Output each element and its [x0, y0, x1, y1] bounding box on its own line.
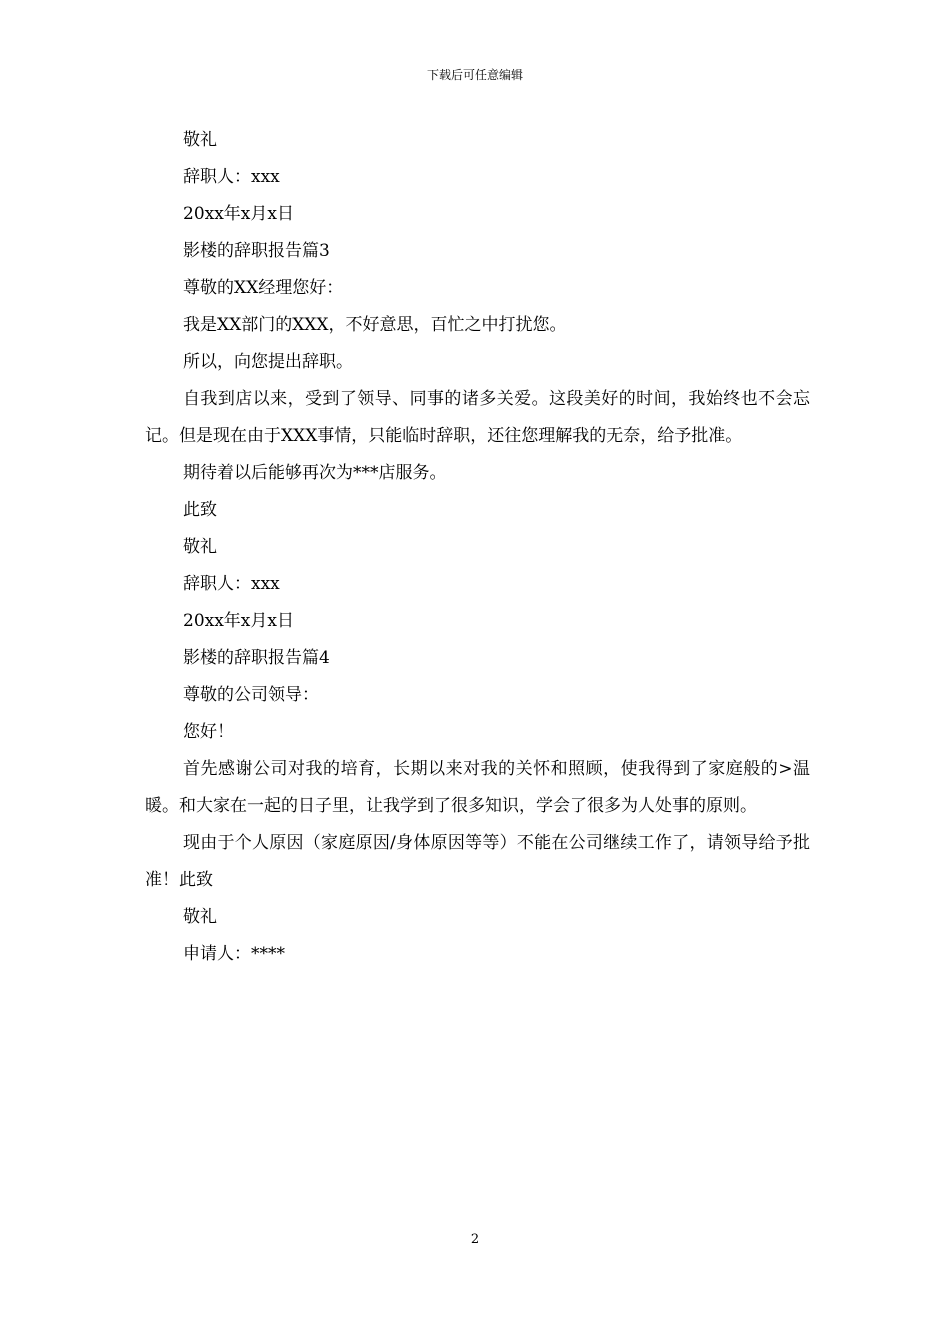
document-body [145, 122, 810, 973]
body-paragraph: 期待着以后能够再次为***店服务。 [183, 463, 447, 483]
greeting: 您好！ [183, 722, 234, 742]
closing-salute: 敬礼 [183, 537, 217, 557]
body-paragraph: 首先感谢公司对我的培育，长期以来对我的关怀和照顾，使我得到了家庭般的>温暖。和大家在一起的日子里，让我学到了很多知识，学会了很多为人处事的原则。 [145, 759, 810, 816]
salutation: 尊敬的XX经理您好： [183, 278, 344, 298]
page-header: 下载后可任意编辑 [426, 68, 523, 82]
page-number: 2 [470, 1232, 480, 1247]
date-line: 20xx年x月x日 [183, 204, 294, 224]
closing-phrase: 此致 [183, 500, 217, 520]
section-title: 影楼的辞职报告篇4 [183, 648, 330, 668]
salutation: 尊敬的公司领导： [183, 685, 319, 705]
closing-salute: 敬礼 [183, 130, 217, 150]
body-paragraph: 现由于个人原因（家庭原因/身体原因等等）不能在公司继续工作了，请领导给予批准！此致 [145, 833, 810, 890]
date-line: 20xx年x月x日 [183, 611, 294, 631]
body-paragraph: 自我到店以来，受到了领导、同事的诸多关爱。这段美好的时间，我始终也不会忘记。但是现在由于XXX事情，只能临时辞职，还往您理解我的无奈，给予批准。 [145, 389, 810, 446]
signature-line: 辞职人：xxx [183, 167, 280, 187]
closing-salute: 敬礼 [183, 907, 217, 927]
section-title: 影楼的辞职报告篇3 [183, 241, 330, 261]
signature-line: 申请人：**** [183, 944, 285, 964]
body-paragraph: 所以，向您提出辞职。 [183, 352, 353, 372]
body-paragraph: 我是XX部门的XXX，不好意思，百忙之中打扰您。 [183, 315, 567, 335]
signature-line: 辞职人：xxx [183, 574, 280, 594]
